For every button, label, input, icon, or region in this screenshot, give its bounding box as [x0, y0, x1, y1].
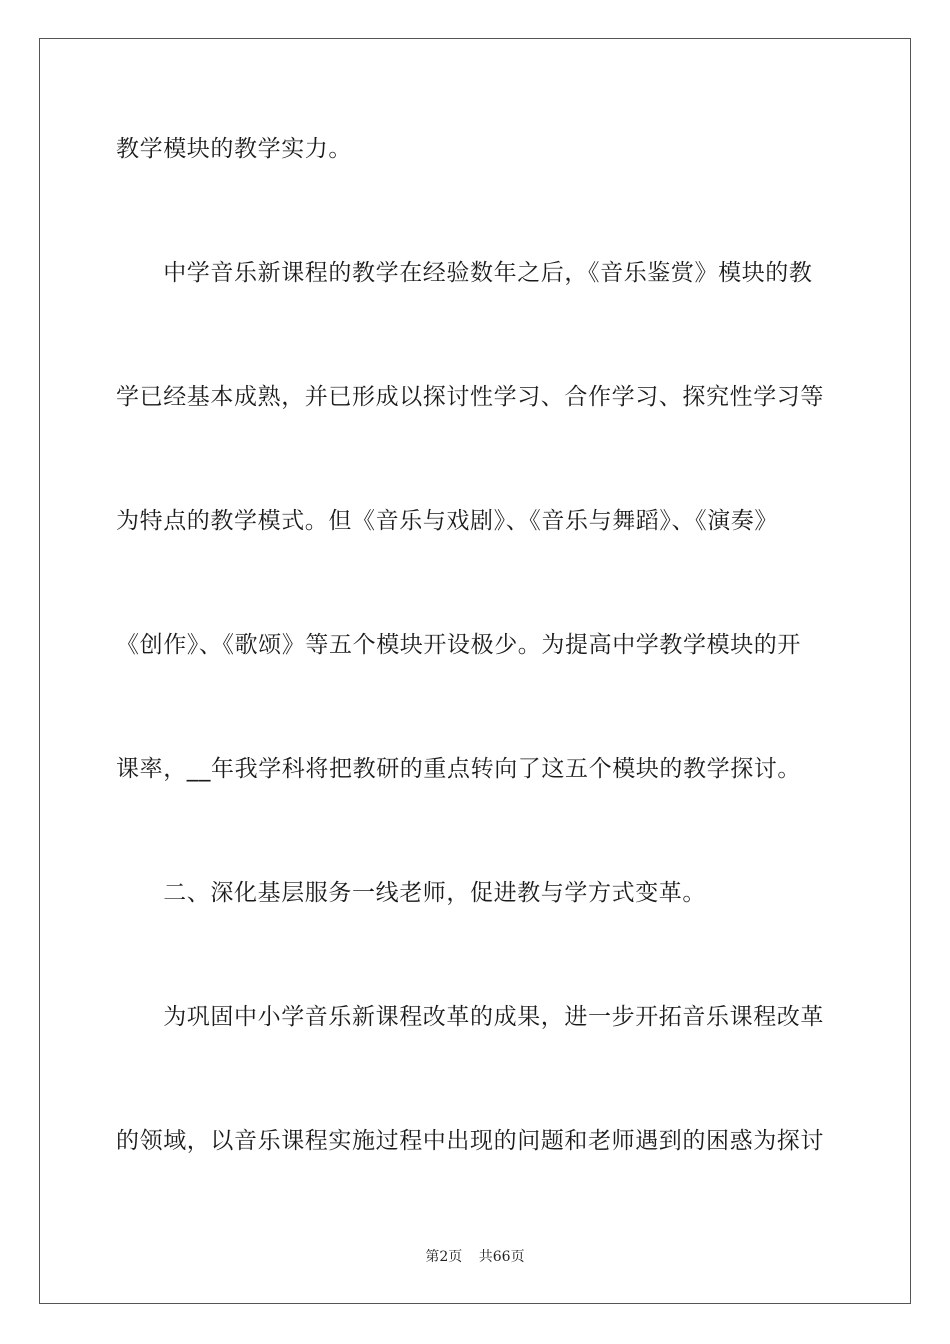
text-line: 的领域，以音乐课程实施过程中出现的问题和老师遇到的困惑为探讨	[116, 1128, 824, 1154]
text-line: 教学模块的教学实力。	[116, 136, 352, 162]
page-number: 第2页	[425, 1249, 463, 1265]
text-line: 《创作》、《歌颂》等五个模块开设极少。为提高中学教学模块的开	[116, 632, 801, 658]
section-heading: 二、深化基层服务一线老师，促进教与学方式变革。	[116, 880, 706, 906]
text-line: 课率，__年我学科将把教研的重点转向了这五个模块的教学探讨。	[116, 756, 801, 782]
page-border	[39, 38, 911, 1304]
page-total: 共66页	[478, 1249, 525, 1265]
text-line: 学已经基本成熟，并已形成以探讨性学习、合作学习、探究性学习等	[116, 384, 824, 410]
text-line: 为巩固中小学音乐新课程改革的成果，进一步开拓音乐课程改革	[116, 1004, 824, 1030]
text-line: 中学音乐新课程的教学在经验数年之后，《音乐鉴赏》模块的教	[116, 260, 813, 286]
text-line: 为特点的教学模式。但《音乐与戏剧》、《音乐与舞蹈》、《演奏》	[116, 508, 778, 534]
page-footer	[0, 1246, 950, 1266]
